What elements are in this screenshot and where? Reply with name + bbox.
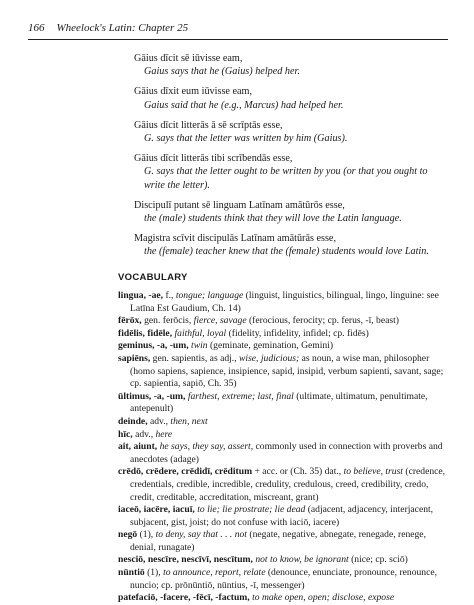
english-translation: the (female) teacher knew that the (female) students would love Latin. [144, 246, 429, 258]
latin-sentence: Gāius dīcit sē iūvisse eam, [134, 53, 243, 64]
english-translation: Gaius said that he (e.g., Marcus) had helped her. [144, 99, 344, 111]
headword: nūntiō [118, 567, 145, 579]
example-item [134, 232, 444, 258]
example-item [134, 85, 444, 111]
latin-sentence: Gāius dīcit litterās tibi scrībendās esse, [134, 153, 293, 165]
definition: faithful, loyal [174, 327, 227, 339]
definition: to believe, trust [343, 466, 403, 478]
vocab-entry [118, 441, 446, 466]
vocab-entry [118, 466, 446, 504]
running-header [28, 22, 448, 40]
definition: farthest, extreme; last, final [187, 390, 294, 402]
english-translation: Gaius says that he (Gaius) helped her. [144, 66, 300, 78]
page-number: 166 [28, 22, 45, 34]
definition: to announce, report, relate [163, 567, 266, 579]
english-translation: G. says that the letter ought to be written by you (or that you ought to write the letter). [144, 166, 428, 191]
headword: nesciō, nescīre, nescīvī, nescītum, [118, 554, 253, 566]
example-sentences [134, 52, 444, 266]
derivatives: commonly used in connection with proverbs and anecdotes (adage) [130, 441, 443, 465]
grammar-info: gen. ferōcis, [141, 315, 194, 327]
english-translation: the (male) students think that they will love the Latin language. [144, 213, 402, 225]
vocab-entry [118, 416, 446, 429]
headword: lingua, -ae, [118, 290, 164, 301]
headword: ūltimus, -a, -um, [118, 390, 186, 402]
headword: sapiēns, [118, 352, 151, 364]
derivatives: (adjacent, adjacency, interjacent, subjacent, gist, joist; do not confuse with iaciō, iacere) [130, 504, 434, 528]
headword: iaceō, iacēre, iacuī, [118, 504, 195, 516]
headword: fērōx, [118, 315, 142, 327]
definition: tongue; language [175, 290, 244, 301]
vocab-entry [118, 328, 446, 341]
definition: to lie; lie prostrate; lie dead [197, 504, 306, 516]
vocab-entry [118, 567, 446, 592]
vocab-entry [118, 529, 446, 554]
derivatives: (ultimate, ultimatum, penultimate, antepenult) [130, 390, 428, 415]
vocab-entry [118, 315, 446, 328]
grammar-info: (1), [137, 529, 156, 541]
vocab-entry [118, 353, 446, 391]
derivatives: (fidelity, infidelity, infidel; cp. fidēs) [226, 327, 369, 339]
grammar-info: + acc. or (Ch. 35) dat., [252, 466, 344, 478]
definition: to deny, say that . . . not [155, 529, 247, 541]
definition: then, next [170, 415, 208, 427]
headword: negō [118, 529, 138, 541]
definition: fierce, savage [193, 315, 247, 327]
headword: ait, aiunt, [118, 441, 158, 453]
headword: crēdō, crēdere, crēdidī, crēditum [118, 466, 253, 478]
example-item [134, 52, 444, 78]
example-item [134, 119, 444, 145]
headword: geminus, -a, -um, [118, 340, 189, 352]
definition: to make open, open; disclose, expose [252, 592, 395, 604]
derivatives: (ferocious, ferocity; cp. ferus, -ī, beast) [246, 315, 399, 327]
latin-sentence: Discipulī putant sē linguam Latīnam amātūrōs esse, [134, 199, 345, 211]
headword: hīc, [118, 428, 133, 440]
vocab-entry [118, 554, 446, 567]
derivatives: (linguist, linguistics, bilingual, lingo, linguine: see Latīna Est Gaudium, Ch. 14) [130, 290, 439, 314]
english-translation: G. says that the letter was written by him (Gaius). [144, 133, 348, 145]
vocab-entry [118, 391, 446, 416]
vocab-entry [118, 504, 446, 529]
grammar-info: (1), [144, 567, 164, 579]
definition: wise, judicious; [239, 352, 300, 364]
vocabulary-list [118, 290, 446, 605]
running-title: Wheelock's Latin: Chapter 25 [56, 22, 189, 34]
grammar-info: gen. sapientis, as adj., [150, 352, 239, 364]
grammar-info: adv., [132, 428, 156, 440]
vocabulary-heading: VOCABULARY [118, 272, 188, 283]
grammar-info: f., [163, 290, 176, 301]
headword: fidēlis, fidēle, [118, 327, 173, 339]
vocab-entry [118, 429, 446, 442]
example-item [134, 152, 444, 192]
latin-sentence: Gāius dīcit litterās ā sē scrīptās esse, [134, 119, 283, 131]
derivatives: (credence, credentials, credible, incredible, credulity, credulous, creed, credibility, credo, credit, creditable, accreditation, miscreant, grant) [130, 466, 446, 503]
derivatives: (nice; cp. sciō) [348, 554, 408, 566]
derivatives: (denounce, enunciate, pronounce, renounce, nuncio; cp. prōnūntiō, nūntius, -ī, messenger) [130, 567, 438, 591]
derivatives: as noun, a wise man, philosopher (homo sapiens, sapience, insipience, sapid, insipid, verbum sapienti, savant, sage; cp. sapientia, sapiō, Ch. 35) [130, 352, 444, 390]
definition: not to know, be ignorant [255, 554, 349, 566]
derivatives: (negate, negative, abnegate, renegade, renege, denial, runagate) [130, 529, 426, 553]
definition: twin [191, 340, 208, 352]
vocab-entry [118, 290, 446, 315]
headword: patefaciō, -facere, -fēcī, -factum, [118, 592, 250, 604]
definition: here [155, 428, 173, 440]
grammar-info: adv., [147, 415, 171, 427]
example-item [134, 199, 444, 225]
latin-sentence: Magistra scīvit discipulās Latīnam amātūrās esse, [134, 233, 336, 245]
vocab-entry [118, 592, 446, 605]
vocab-entry [118, 340, 446, 353]
derivatives: (geminate, gemination, Gemini) [207, 340, 334, 352]
headword: deinde, [118, 415, 148, 427]
definition: he says, they say, assert, [159, 441, 254, 453]
latin-sentence: Gāius dīxit eum iūvisse eam, [134, 86, 252, 98]
